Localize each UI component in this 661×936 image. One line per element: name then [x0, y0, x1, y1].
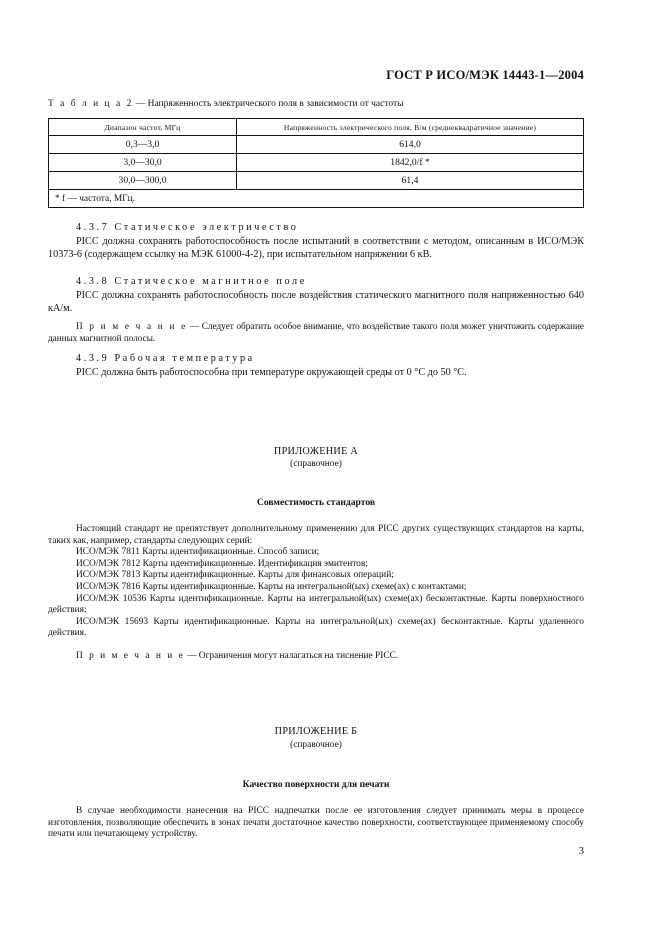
table-caption-text: — Напряженность электрического поля в зависимости от частоты	[133, 99, 404, 109]
document-code-header: ГОСТ Р ИСО/МЭК 14443-1—2004	[386, 68, 584, 82]
list-item: ИСО/МЭК 7813 Карты идентификационные. Карты для финансовых операций;	[76, 570, 394, 581]
section-body-4-3-7: PICC должна сохранять работоспособность после испытаний в соответствии с методом, описанным в ИСО/МЭК 10373-6 (содержащем ссылку на МЭК 61000-4-2), при испытательном напряжении 6 кВ.	[48, 236, 584, 260]
note-text: — Ограничения могут налагаться на тиснение PICC.	[184, 651, 399, 661]
list-item: ИСО/МЭК 7812 Карты идентификационные. Идентификация эмитентов;	[76, 558, 368, 569]
appendix-b-text: В случае необходимости нанесения на PICC надпечатки после ее изготовления следует принимать меры в процессе изготовления, позволяющие обеспечить в зонах печати достаточное качество поверхности, соответствующее применяемому способу печати или печатающему устройству.	[48, 806, 584, 840]
section-heading-4-3-9: 4.3.9 Рабочая температура	[76, 353, 255, 364]
table-row	[49, 136, 584, 154]
section-body-4-3-9: PICC должна быть работоспособна при температуре окружающей среды от 0 °С до 50 °С.	[76, 367, 467, 378]
table-footnote-row	[49, 190, 584, 208]
table-cell: 614,0	[237, 136, 584, 154]
section-note-4-3-8	[48, 321, 584, 344]
note-label: П р и м е ч а н и е	[76, 651, 185, 661]
appendix-a-body	[48, 524, 584, 640]
section-body-4-3-8: PICC должна сохранять работоспособность после воздействия статического магнитного поля напряженностью 640 кА/м.	[48, 290, 584, 314]
table-cell: 61,4	[237, 172, 584, 190]
page-number: 3	[578, 846, 584, 857]
appendix-b-heading: Качество поверхности для печати	[242, 779, 390, 790]
table-cell: 1842,0/f *	[237, 154, 584, 172]
table-caption	[48, 99, 404, 109]
appendix-a-note	[48, 651, 584, 663]
list-item: ИСО/МЭК 7816 Карты идентификационные. Карты на интегральной(ых) схеме(ах) с контактами;	[76, 581, 467, 592]
appendix-b-body	[48, 806, 584, 841]
field-strength-table	[48, 118, 584, 208]
appendix-b-title: ПРИЛОЖЕНИЕ Б	[274, 726, 358, 737]
table-cell: 0,3—3,0	[49, 136, 237, 154]
note-text: — Следует обратить особое внимание, что воздействие такого поля может уничтожить содержание данных магнитной полосы.	[48, 321, 584, 343]
list-item: ИСО/МЭК 15693 Карты идентификационные. Карты на интегральной(ых) схеме(ах) бесконтактные. Карты удаленного действия.	[48, 616, 584, 639]
appendix-b-subtitle: (справочное)	[290, 740, 342, 750]
table-row	[49, 154, 584, 172]
appendix-a-intro: Настоящий стандарт не препятствует дополнительному применению для PICC других существующих стандартов на карты, таких как, например, стандарты следующих серий:	[48, 524, 584, 546]
appendix-a-heading: Совместимость стандартов	[256, 497, 376, 508]
appendix-a-title: ПРИЛОЖЕНИЕ А	[273, 446, 359, 457]
note-label: П р и м е ч а н и е	[76, 321, 188, 331]
list-item: ИСО/МЭК 10536 Карты идентификационные. Карты на интегральной(ых) схеме(ах) бесконтактные. Карты поверхностного действия;	[48, 593, 584, 616]
section-heading-4-3-7: 4.3.7 Статическое электричество	[76, 222, 299, 233]
table-footnote: * f — частота, МГц.	[49, 190, 584, 208]
column-header-frequency: Диапазон частот, МГц	[49, 119, 237, 136]
table-cell: 30,0—300,0	[49, 172, 237, 190]
section-heading-4-3-8: 4.3.8 Статическое магнитное поле	[76, 276, 307, 287]
table-caption-label: Т а б л и ц а 2	[48, 99, 134, 109]
appendix-a-subtitle: (справочное)	[290, 459, 342, 469]
list-item: ИСО/МЭК 7811 Карты идентификационные. Способ записи;	[76, 547, 320, 558]
table-header-row	[49, 119, 584, 136]
table-row	[49, 172, 584, 190]
table-cell: 3,0—30,0	[49, 154, 237, 172]
column-header-field-strength: Напряженность электрического поля, В/м (среднеквадратичное значение)	[237, 119, 584, 136]
